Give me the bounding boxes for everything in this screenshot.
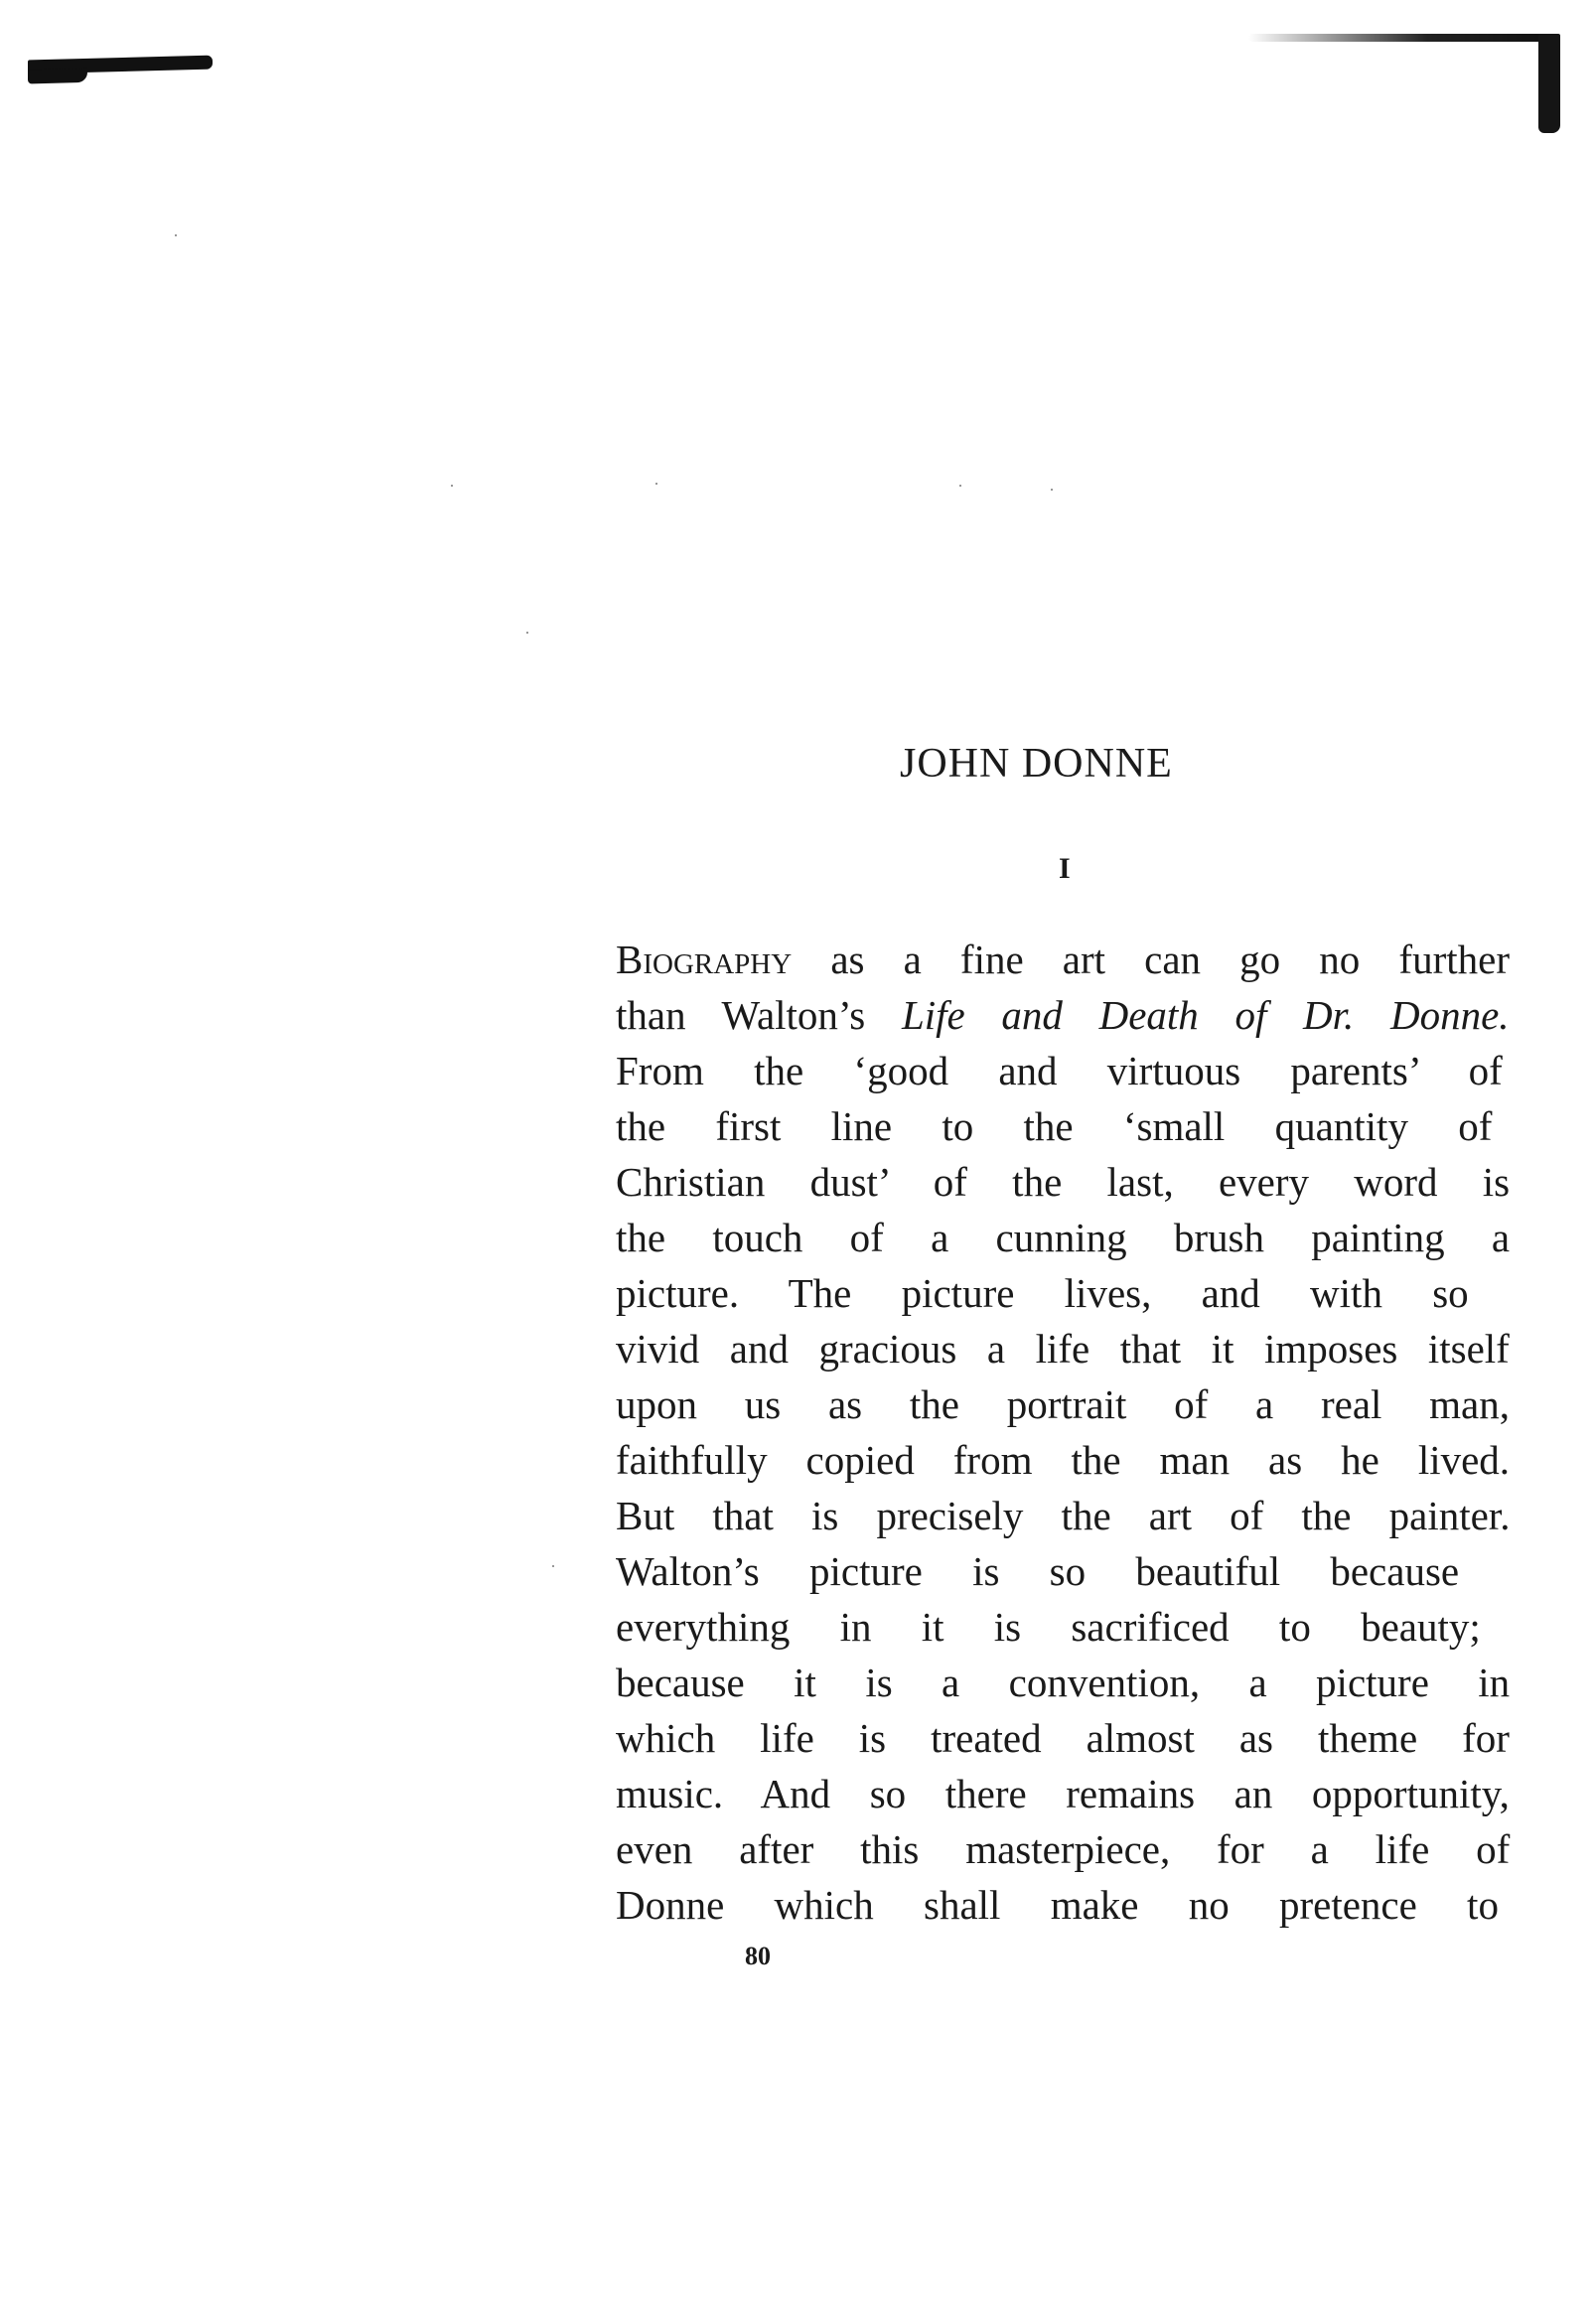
text-line: [616, 1655, 1510, 1710]
text-span: Donne which shall make no pretence to: [616, 1882, 1499, 1928]
paper-speck: [1051, 489, 1053, 491]
text-line: [616, 1154, 1510, 1210]
paper-speck: [175, 234, 177, 236]
text-span: the touch of a cunning brush painting a: [616, 1215, 1511, 1260]
text-span: Walton’s picture is so beautiful because: [616, 1548, 1460, 1594]
scan-edge-mark-left: [28, 56, 213, 74]
text-line: [616, 1321, 1510, 1376]
text-span: everything in it is sacrificed to beauty;: [616, 1604, 1481, 1650]
text-line: [616, 1821, 1510, 1877]
text-line: [616, 1877, 1510, 1933]
text-span: Life and Death of Dr. Donne.: [901, 992, 1510, 1038]
body-paragraph: [616, 932, 1510, 1933]
text-line: [616, 1599, 1510, 1655]
text-line: [616, 987, 1510, 1043]
section-number: I: [1059, 852, 1071, 885]
text-span: the first line to the ‘small quantity of: [616, 1103, 1493, 1149]
text-line: [616, 1210, 1510, 1265]
text-span: But that is precisely the art of the painter.: [616, 1493, 1511, 1538]
paper-speck: [552, 1565, 554, 1567]
paper-speck: [655, 483, 657, 485]
text-line: [616, 1043, 1510, 1098]
chapter-title: JOHN DONNE: [900, 741, 1173, 787]
text-span: Biography: [616, 937, 793, 982]
text-span: even after this masterpiece, for a life of: [616, 1826, 1511, 1872]
text-span: which life is treated almost as theme for: [616, 1715, 1510, 1761]
text-line: [616, 932, 1510, 987]
text-span: as a fine art can go no further: [792, 937, 1510, 982]
text-span: vivid and gracious a life that it imposes itself: [616, 1326, 1510, 1372]
text-line: [616, 1265, 1510, 1321]
text-line: [616, 1710, 1510, 1766]
text-span: picture. The picture lives, and with so: [616, 1270, 1469, 1316]
text-line: [616, 1376, 1510, 1432]
paper-speck: [451, 485, 453, 487]
text-span: Christian dust’ of the last, every word is: [616, 1159, 1511, 1205]
paper-speck: [959, 485, 961, 487]
text-span: than Walton’s: [616, 992, 902, 1038]
page-number: 80: [745, 1942, 771, 1970]
text-line: [616, 1543, 1510, 1599]
scan-edge-mark-right: [1538, 34, 1560, 133]
text-line: [616, 1098, 1510, 1154]
text-line: [616, 1766, 1510, 1821]
text-span: From the ‘good and virtuous parents’ of: [616, 1048, 1503, 1093]
scan-edge-mark-top-right: [1248, 34, 1546, 42]
text-span: because it is a convention, a picture in: [616, 1660, 1511, 1705]
text-span: upon us as the portrait of a real man,: [616, 1381, 1511, 1427]
text-span: music. And so there remains an opportunity,: [616, 1771, 1510, 1816]
paper-speck: [526, 632, 528, 634]
text-line: [616, 1488, 1510, 1543]
text-line: [616, 1432, 1510, 1488]
text-span: faithfully copied from the man as he lived.: [616, 1437, 1511, 1483]
